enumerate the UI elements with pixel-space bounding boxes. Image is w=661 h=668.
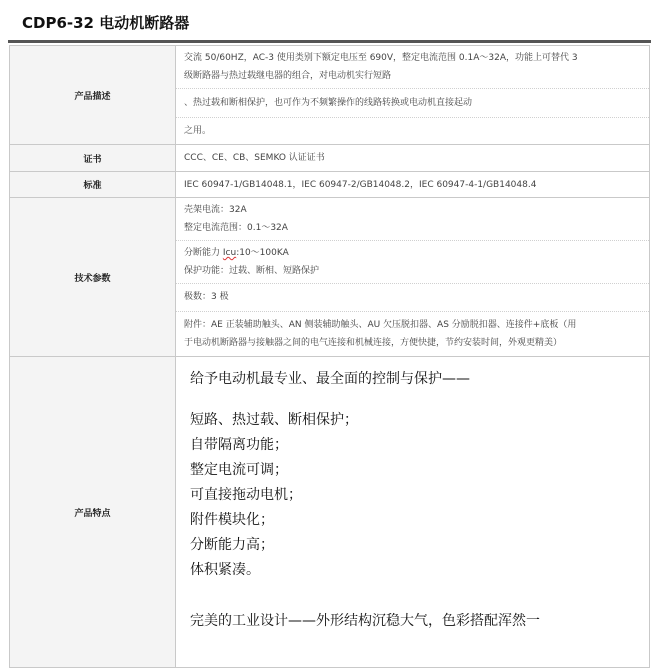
feature-item: 整定电流可调； xyxy=(190,462,288,478)
row-label: 产品特点 xyxy=(10,357,176,667)
row-description xyxy=(9,45,650,145)
spec-table xyxy=(9,45,650,668)
features-design: 完美的工业设计——外形结构沉稳大气，色彩搭配浑然一 xyxy=(190,613,540,629)
accessories-line: 于电动机断路器与接触器之间的电气连接和机械连接，方便快捷，节约安装时间，外观更精美） xyxy=(184,338,563,348)
feature-item: 可直接拖动电机； xyxy=(190,487,302,503)
title-divider xyxy=(8,40,651,43)
row-label: 证书 xyxy=(10,145,176,171)
features-content xyxy=(176,357,649,667)
row-certificate xyxy=(9,145,650,172)
row-tech-params xyxy=(9,198,650,357)
accessories-line: 附件：AE 正装辅助触头、AN 侧装辅助触头、AU 欠压脱扣器、AS 分励脱扣器、连接件+底板（用 xyxy=(184,320,577,330)
icu-term: Icu xyxy=(222,248,237,258)
tech-accessories xyxy=(176,311,649,356)
page-title: CDP6-32 电动机断路器 xyxy=(22,14,190,32)
description-para xyxy=(176,46,649,88)
breaking-suffix: :10～100KA xyxy=(236,248,289,258)
frame-current: 壳架电流：32A xyxy=(184,205,247,215)
description-line: 级断路器与热过载继电器的组合，对电动机实行短路 xyxy=(184,71,392,81)
features-headline: 给予电动机最专业、最全面的控制与保护—— xyxy=(190,371,470,387)
setting-range: 整定电流范围：0.1～32A xyxy=(184,223,288,233)
standard-text: IEC 60947-1/GB14048.1，IEC 60947-2/GB14048.2，IEC 60947-4-1/GB14048.4 xyxy=(184,179,537,190)
row-content xyxy=(176,145,649,171)
feature-item: 附件模块化； xyxy=(190,512,274,528)
row-content xyxy=(176,46,649,144)
feature-item: 体积紧凑。 xyxy=(190,562,260,578)
row-content xyxy=(176,198,649,356)
description-line: 、热过载和断相保护，也可作为不频繁操作的线路转换或电动机直接起动 xyxy=(176,88,649,117)
tech-breaking xyxy=(176,240,649,283)
feature-item: 短路、热过载、断相保护； xyxy=(190,412,358,428)
poles: 极数：3 极 xyxy=(176,283,649,311)
description-line: 之用。 xyxy=(176,117,649,144)
breaking-capacity xyxy=(184,244,641,262)
row-content xyxy=(176,172,649,197)
row-standard xyxy=(9,172,650,198)
row-label: 技术参数 xyxy=(10,198,176,356)
protection-function: 保护功能：过载、断相、短路保护 xyxy=(184,266,320,276)
row-features xyxy=(9,357,650,668)
row-label: 标准 xyxy=(10,172,176,197)
tech-current xyxy=(176,198,649,240)
certificate-text: CCC、CE、CB、SEMKO 认证证书 xyxy=(184,153,325,163)
feature-item: 分断能力高； xyxy=(190,537,274,553)
row-label: 产品描述 xyxy=(10,46,176,144)
description-line: 交流 50/60HZ，AC-3 使用类别下额定电压至 690V，整定电流范围 0.1A～32A，功能上可替代 3 xyxy=(184,53,578,63)
feature-item: 自带隔离功能； xyxy=(190,437,288,453)
breaking-prefix: 分断能力 xyxy=(184,248,223,258)
